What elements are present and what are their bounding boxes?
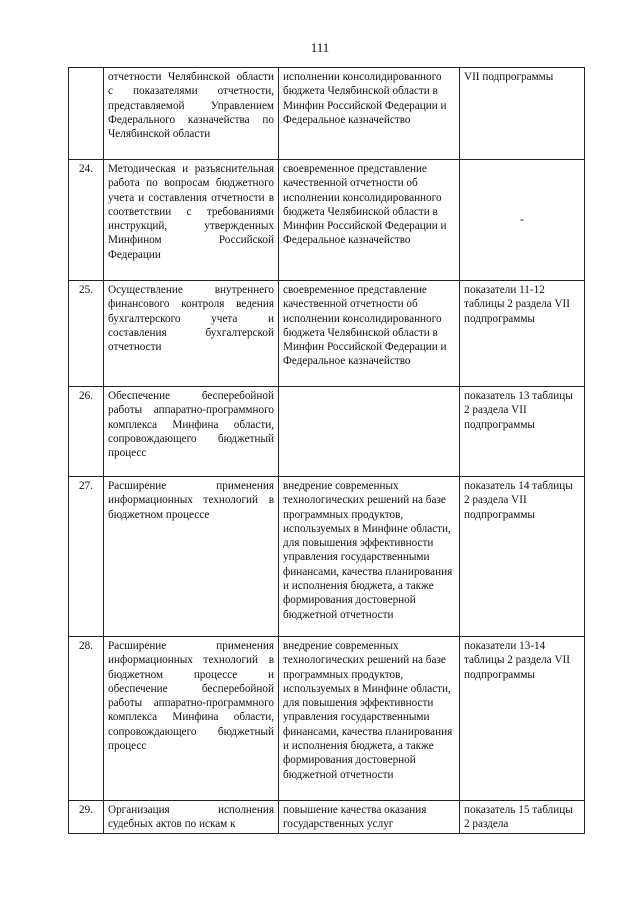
activity-cell: Расширение применения информационных технологий в бюджетном процессе и обеспечение бесперебойной работы аппаратно-программного комплекса Минфина области, сопровождающего бюджетный процесс [104,637,279,801]
activity-cell: Расширение применения информационных технологий в бюджетном процессе [104,477,279,637]
activities-table [68,67,585,834]
page-number: 111 [310,40,330,55]
row-number: 26. [69,387,104,477]
result-cell [279,387,460,477]
activity-cell: Методическая и разъяснительная работа по вопросам бюджетного учета и составления отчетности в соответствии с требованиями инструкций, утвержденных Минфином Российской Федерации [104,160,279,281]
activity-cell: Организация исполнения судебных актов по искам к [104,801,279,834]
activity-cell: Осуществление внутреннего финансового контроля ведения бухгалтерского учета и составления бухгалтерской отчетности [104,281,279,387]
result-cell: внедрение современных технологических решений на базе программных продуктов, используемых в Минфине области, для повышения эффективности управления государственными финансами, качества планирования и исполнения бюджета, а также формирования достоверной бюджетной отчетности [279,477,460,637]
row-number [69,68,104,160]
result-cell: повышение качества оказания государственных услуг [279,801,460,834]
table-row [69,160,585,281]
row-number: 27. [69,477,104,637]
result-cell: исполнении консолидированного бюджета Челябинской области в Минфин Российской Федерации и Федеральное казначейство [279,68,460,160]
table-row [69,281,585,387]
indicator-cell: показатели 13-14 таблицы 2 раздела VII подпрограммы [460,637,585,801]
indicator-cell: - [460,160,585,281]
indicator-cell: показатели 11-12 таблицы 2 раздела VII подпрограммы [460,281,585,387]
indicator-cell: VII подпрограммы [460,68,585,160]
result-cell: своевременное представление качественной отчетности об исполнении консолидированного бюджета Челябинской области в Минфин Российской Федерации и Федеральное казначейство [279,160,460,281]
table-row [69,637,585,801]
row-number: 28. [69,637,104,801]
table-row [69,477,585,637]
table-row [69,387,585,477]
table-row [69,801,585,834]
activity-cell: отчетности Челябинской области с показателями отчетности, представляемой Управлением Федерального казначейства по Челябинской области [104,68,279,160]
row-number: 25. [69,281,104,387]
indicator-cell: показатель 14 таблицы 2 раздела VII подпрограммы [460,477,585,637]
result-cell: своевременное представление качественной отчетности об исполнении консолидированного бюджета Челябинской области в Минфин Российской Федерации и Федеральное казначейство [279,281,460,387]
indicator-cell: показатель 13 таблицы 2 раздела VII подпрограммы [460,387,585,477]
row-number: 24. [69,160,104,281]
indicator-cell: показатель 15 таблицы 2 раздела [460,801,585,834]
result-cell: внедрение современных технологических решений на базе программных продуктов, используемых в Минфине области, для повышения эффективности управления государственными финансами, качества планирования и исполнения бюджета, а также формирования достоверной бюджетной отчетности [279,637,460,801]
activity-cell: Обеспечение бесперебойной работы аппаратно-программного комплекса Минфина области, сопровождающего бюджетный процесс [104,387,279,477]
row-number: 29. [69,801,104,834]
table-row [69,68,585,160]
